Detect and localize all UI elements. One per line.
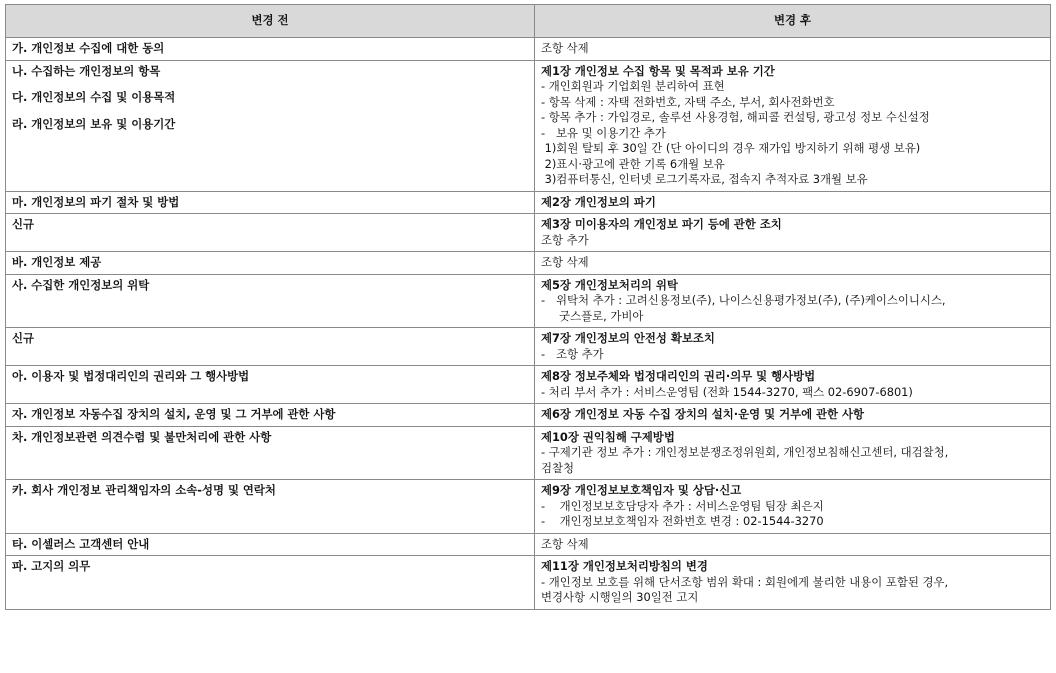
before-cell — [6, 426, 535, 480]
before-cell — [6, 404, 535, 427]
after-title: 제2장 개인정보의 파기 — [541, 194, 656, 209]
before-cell — [6, 556, 535, 610]
before-cell — [6, 480, 535, 534]
after-line: 3)컴퓨터통신, 인터넷 로그기록자료, 접속지 추적자료 3개월 보유 — [541, 172, 868, 186]
after-cell — [535, 533, 1051, 556]
table-row — [6, 556, 1051, 610]
before-cell — [6, 252, 535, 275]
policy-change-table — [5, 4, 1051, 610]
after-line: 1)회원 탈퇴 후 30일 간 (단 아이디의 경우 재가입 방지하기 위해 평생 보유) — [541, 141, 921, 155]
after-title: 제10장 권익침해 구제방법 — [541, 429, 675, 444]
before-cell — [6, 214, 535, 252]
table-row — [6, 252, 1051, 275]
before-item: 사. 수집한 개인정보의 위탁 — [12, 277, 150, 292]
after-cell — [535, 252, 1051, 275]
before-cell — [6, 328, 535, 366]
after-line: 2)표시·광고에 관한 기록 6개월 보유 — [541, 156, 725, 171]
after-title: 제5장 개인정보처리의 위탁 — [541, 277, 678, 292]
after-line: 굿스플로, 가비아 — [541, 308, 644, 323]
before-item: 신규 — [12, 331, 35, 345]
before-item: 자. 개인정보 자동수집 장치의 설치, 운영 및 그 거부에 관한 사항 — [12, 407, 336, 421]
after-cell — [535, 328, 1051, 366]
after-title: 제8장 정보주체와 법정대리인의 권리·의무 및 행사방법 — [541, 369, 816, 383]
after-line: 조항 삭제 — [541, 536, 589, 551]
before-item: 신규 — [12, 217, 35, 231]
before-item: 타. 이셀러스 고객센터 안내 — [12, 536, 150, 551]
after-title: 제11장 개인정보처리방침의 변경 — [541, 559, 708, 573]
before-cell — [6, 274, 535, 328]
after-line: 조항 추가 — [541, 232, 589, 247]
after-line: 조항 삭제 — [541, 255, 589, 269]
before-item: 마. 개인정보의 파기 절차 및 방법 — [12, 194, 180, 209]
before-item: 파. 고지의 의무 — [12, 559, 91, 573]
before-item: 차. 개인정보관련 의견수렴 및 불만처리에 관한 사항 — [12, 429, 272, 444]
table-row — [6, 60, 1051, 191]
after-cell — [535, 404, 1051, 427]
before-item: 아. 이용자 및 법정대리인의 권리와 그 행사방법 — [12, 369, 250, 383]
before-cell — [6, 533, 535, 556]
after-cell — [535, 191, 1051, 214]
after-line: - 개인정보보호책임자 전화번호 변경 : 02-1544-3270 — [541, 514, 824, 528]
after-line: - 구제기관 정보 추가 : 개인정보분쟁조정위원회, 개인정보침해신고센터, 대검찰청, — [541, 445, 949, 459]
table-row — [6, 366, 1051, 404]
after-line: 변경사항 시행일의 30일전 고지 — [541, 590, 699, 604]
after-line: - 개인회원과 기업회원 분리하여 표현 — [541, 79, 725, 93]
before-item: 라. 개인정보의 보유 및 이용기간 — [12, 116, 176, 131]
after-title: 제1장 개인정보 수집 항목 및 목적과 보유 기간 — [541, 63, 775, 78]
header-before: 변경 전 — [6, 5, 535, 38]
after-line: 검찰청 — [541, 460, 575, 475]
before-item: 가. 개인정보 수집에 대한 동의 — [12, 41, 165, 55]
after-line: - 위탁처 추가 : 고려신용정보(주), 나이스신용평가정보(주), (주)케이스이니시스, — [541, 293, 946, 307]
header-after: 변경 후 — [535, 5, 1051, 38]
before-cell — [6, 191, 535, 214]
table-row — [6, 38, 1051, 61]
after-line: - 개인정보보호담당자 추가 : 서비스운영팀 팀장 최은지 — [541, 498, 824, 513]
after-line: - 항목 추가 : 가입경로, 솔루션 사용경험, 해피콜 컨설팅, 광고성 정보 수신설정 — [541, 110, 930, 124]
after-title: 제6장 개인정보 자동 수집 장치의 설치·운영 및 거부에 관한 사항 — [541, 407, 865, 421]
after-cell — [535, 556, 1051, 610]
after-line: - 보유 및 이용기간 추가 — [541, 125, 666, 140]
before-cell — [6, 366, 535, 404]
table-row — [6, 214, 1051, 252]
after-line: 조항 삭제 — [541, 41, 589, 55]
after-title: 제9장 개인정보보호책임자 및 상담·신고 — [541, 483, 742, 497]
table-row — [6, 274, 1051, 328]
after-title: 제7장 개인정보의 안전성 확보조치 — [541, 331, 715, 345]
before-cell — [6, 38, 535, 61]
after-title: 제3장 미이용자의 개인정보 파기 등에 관한 조치 — [541, 217, 782, 231]
table-row — [6, 328, 1051, 366]
before-item: 바. 개인정보 제공 — [12, 255, 102, 269]
table-row — [6, 404, 1051, 427]
before-cell — [6, 60, 535, 191]
after-cell — [535, 38, 1051, 61]
after-line: - 조항 추가 — [541, 346, 604, 361]
table-row — [6, 191, 1051, 214]
table-row — [6, 426, 1051, 480]
before-item: 다. 개인정보의 수집 및 이용목적 — [12, 90, 176, 104]
after-line: - 개인정보 보호를 위해 단서조항 범위 확대 : 회원에게 불리한 내용이 포함된 경우, — [541, 574, 949, 589]
table-body — [6, 38, 1051, 610]
after-line: - 처리 부서 추가 : 서비스운영팀 (전화 1544-3270, 팩스 02-6907-6801) — [541, 384, 913, 399]
after-cell — [535, 480, 1051, 534]
before-item: 카. 회사 개인정보 관리책임자의 소속-성명 및 연락처 — [12, 483, 276, 497]
after-line: - 항목 삭제 : 자택 전화번호, 자택 주소, 부서, 회사전화번호 — [541, 94, 835, 109]
before-item: 나. 수집하는 개인정보의 항목 — [12, 63, 161, 78]
table-header-row — [6, 5, 1051, 38]
after-cell — [535, 274, 1051, 328]
after-cell — [535, 426, 1051, 480]
after-cell — [535, 366, 1051, 404]
after-cell — [535, 214, 1051, 252]
table-row — [6, 533, 1051, 556]
after-cell — [535, 60, 1051, 191]
table-row — [6, 480, 1051, 534]
